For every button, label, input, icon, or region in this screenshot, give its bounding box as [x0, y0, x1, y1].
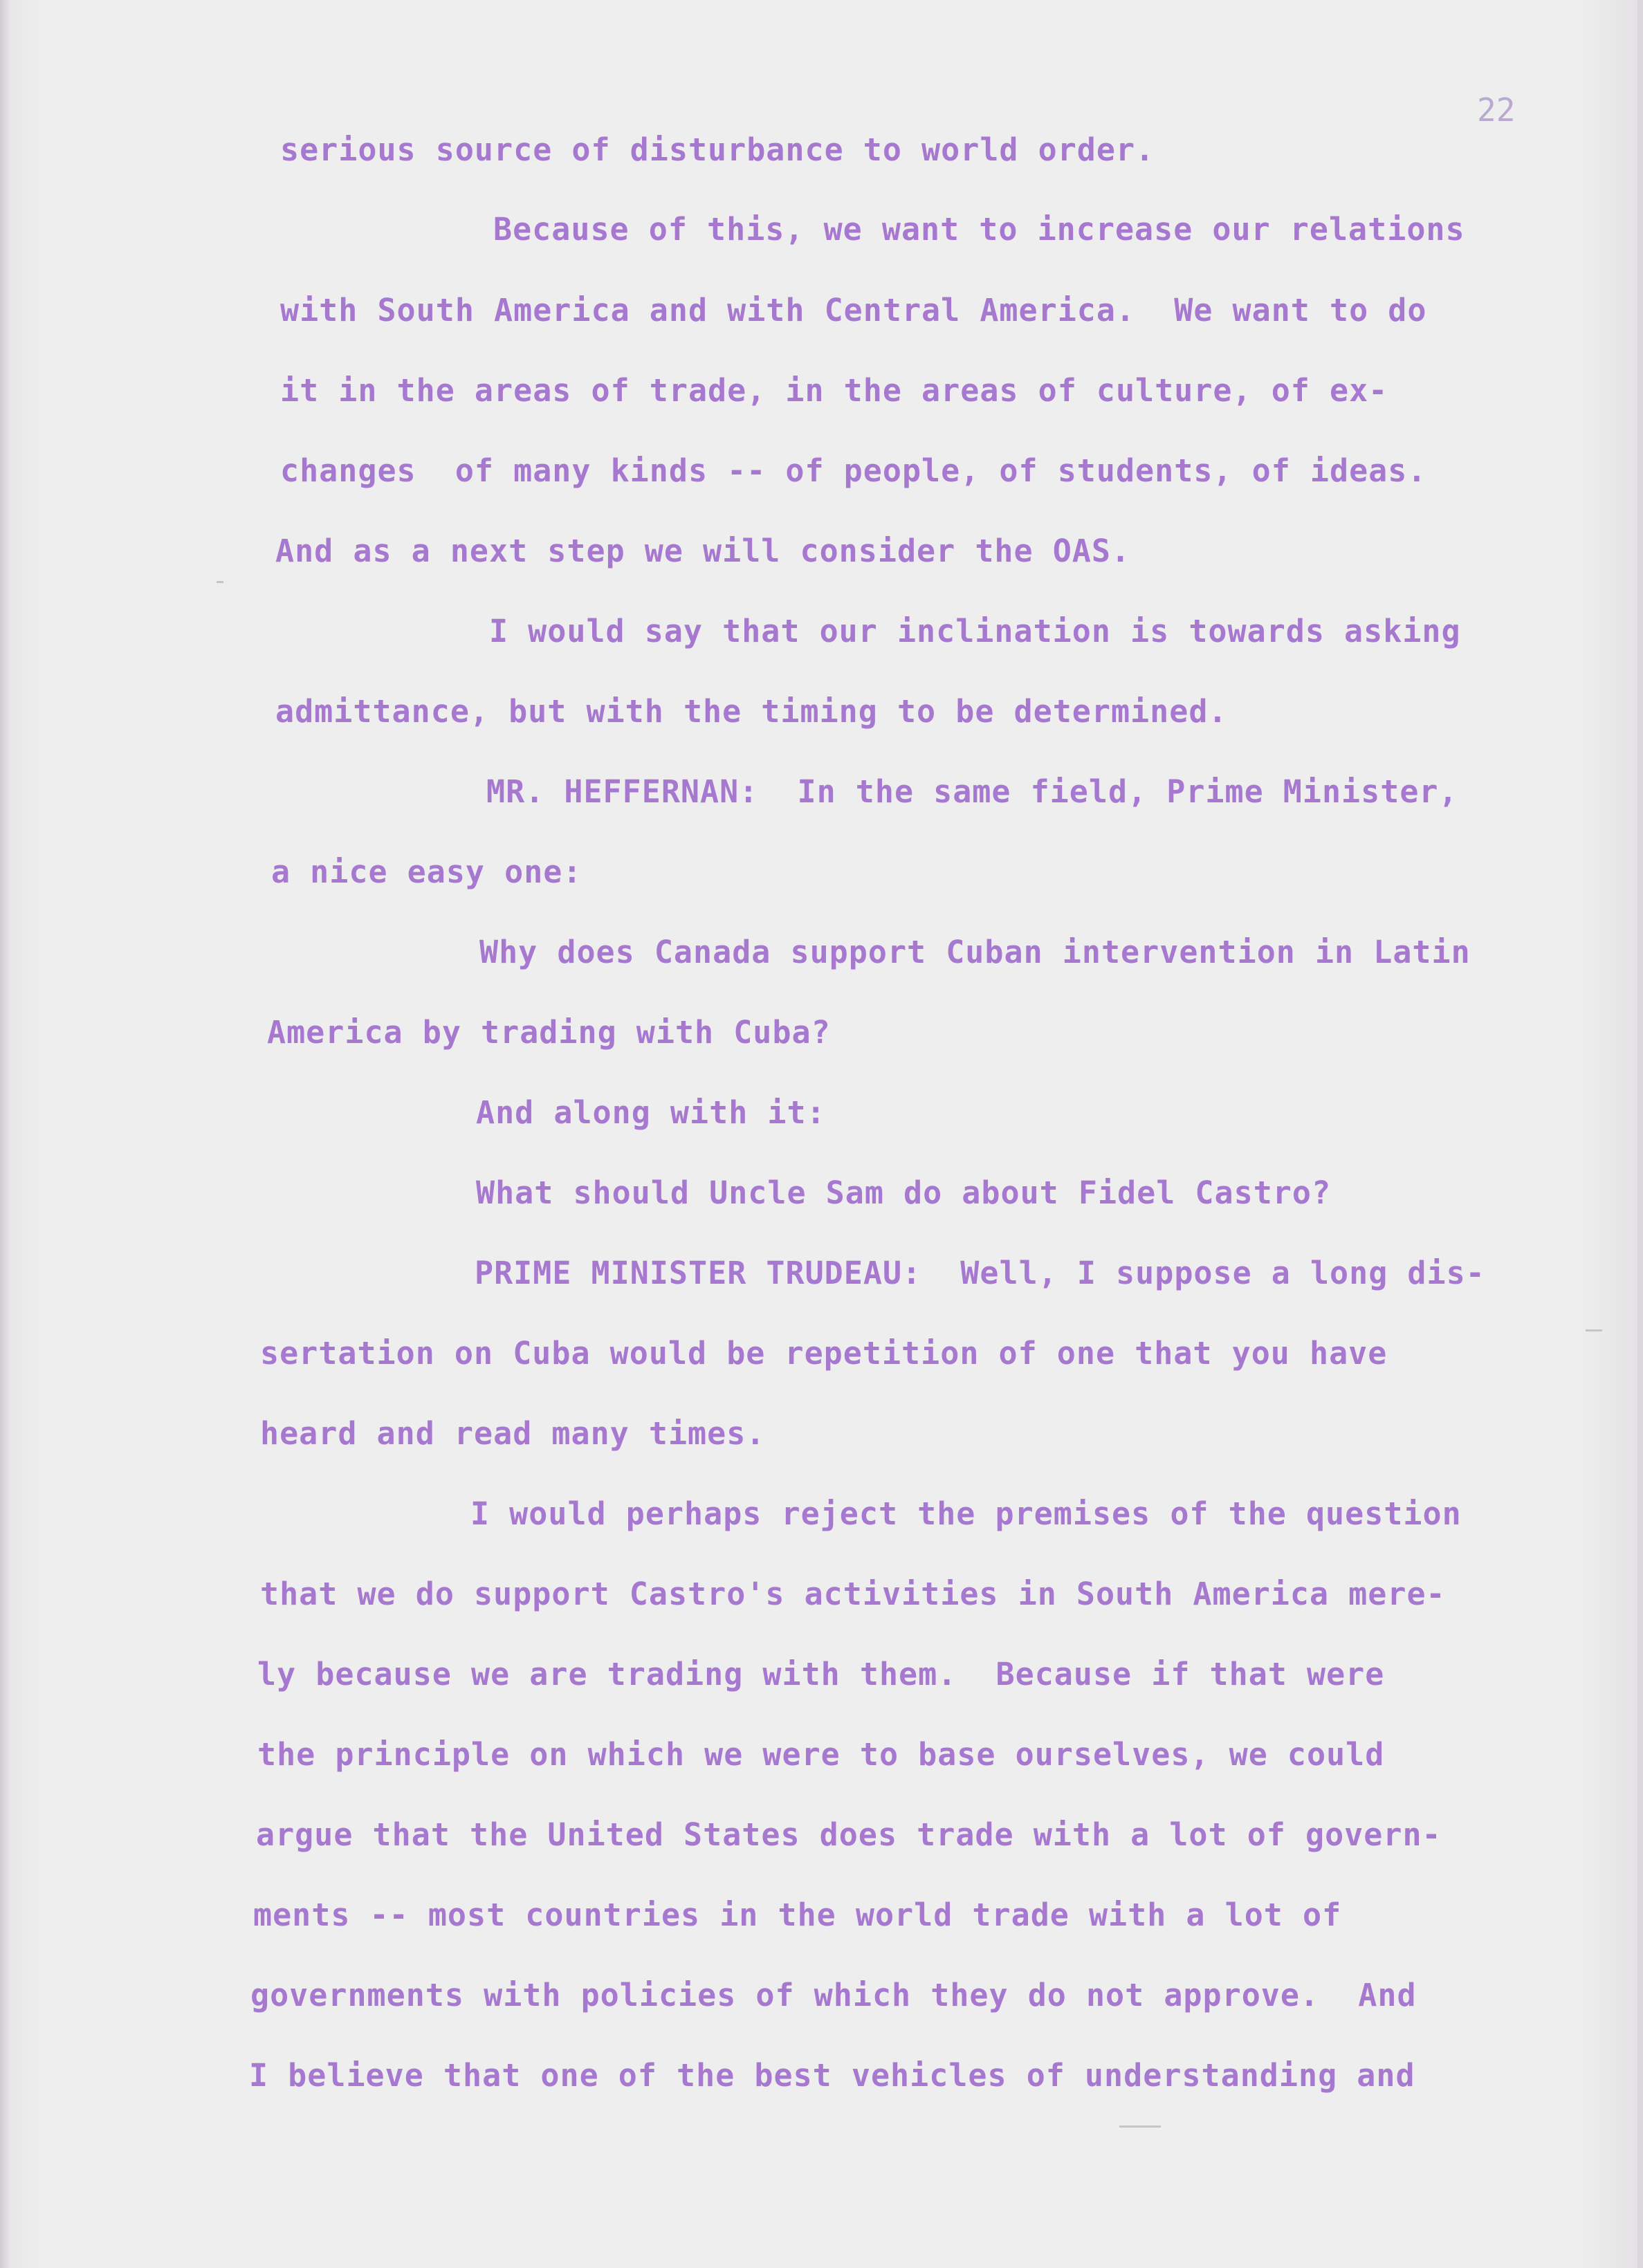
- text-line-23: ments -- most countries in the world trade with a lot of: [253, 1897, 1342, 1933]
- text-line-1: serious source of disturbance to world order.: [280, 131, 1155, 168]
- text-line-8: admittance, but with the timing to be determined.: [275, 693, 1228, 730]
- text-line-4: it in the areas of trade, in the areas of culture, of ex-: [280, 372, 1388, 409]
- page-number: 22: [1477, 91, 1516, 129]
- paper-speck: [217, 581, 223, 583]
- text-line-15: PRIME MINISTER TRUDEAU: Well, I suppose a long dis-: [475, 1255, 1485, 1291]
- text-line-20: ly because we are trading with them. Because if that were: [257, 1656, 1385, 1693]
- text-line-6: And as a next step we will consider the OAS.: [275, 533, 1131, 569]
- text-line-5: changes of many kinds -- of people, of students, of ideas.: [280, 452, 1427, 489]
- text-line-17: heard and read many times.: [260, 1415, 766, 1452]
- text-line-11: Why does Canada support Cuban intervention in Latin: [479, 934, 1471, 970]
- text-line-24: governments with policies of which they do not approve. And: [250, 1977, 1417, 2013]
- text-line-25: I believe that one of the best vehicles of understanding and: [249, 2057, 1415, 2094]
- text-line-14: What should Uncle Sam do about Fidel Castro?: [476, 1174, 1332, 1211]
- paper-speck: [1586, 1329, 1602, 1331]
- text-line-21: the principle on which we were to base ourselves, we could: [257, 1736, 1385, 1773]
- text-line-12: America by trading with Cuba?: [267, 1014, 831, 1051]
- text-line-19: that we do support Castro's activities in South America mere-: [260, 1576, 1446, 1612]
- text-line-22: argue that the United States does trade with a lot of govern-: [256, 1816, 1442, 1853]
- text-line-9: MR. HEFFERNAN: In the same field, Prime Minister,: [486, 773, 1458, 810]
- paper-speck: [1119, 2126, 1161, 2128]
- text-line-2: Because of this, we want to increase our relations: [493, 211, 1465, 248]
- text-line-13: And along with it:: [476, 1094, 826, 1131]
- text-line-7: I would say that our inclination is towards asking: [489, 613, 1461, 649]
- page-right-edge: [1637, 0, 1643, 2268]
- page-left-edge: [0, 0, 10, 2268]
- text-line-10: a nice easy one:: [271, 854, 582, 890]
- text-line-16: sertation on Cuba would be repetition of one that you have: [260, 1335, 1388, 1372]
- text-line-3: with South America and with Central America. We want to do: [280, 292, 1427, 329]
- text-line-18: I would perhaps reject the premises of the question: [470, 1495, 1462, 1532]
